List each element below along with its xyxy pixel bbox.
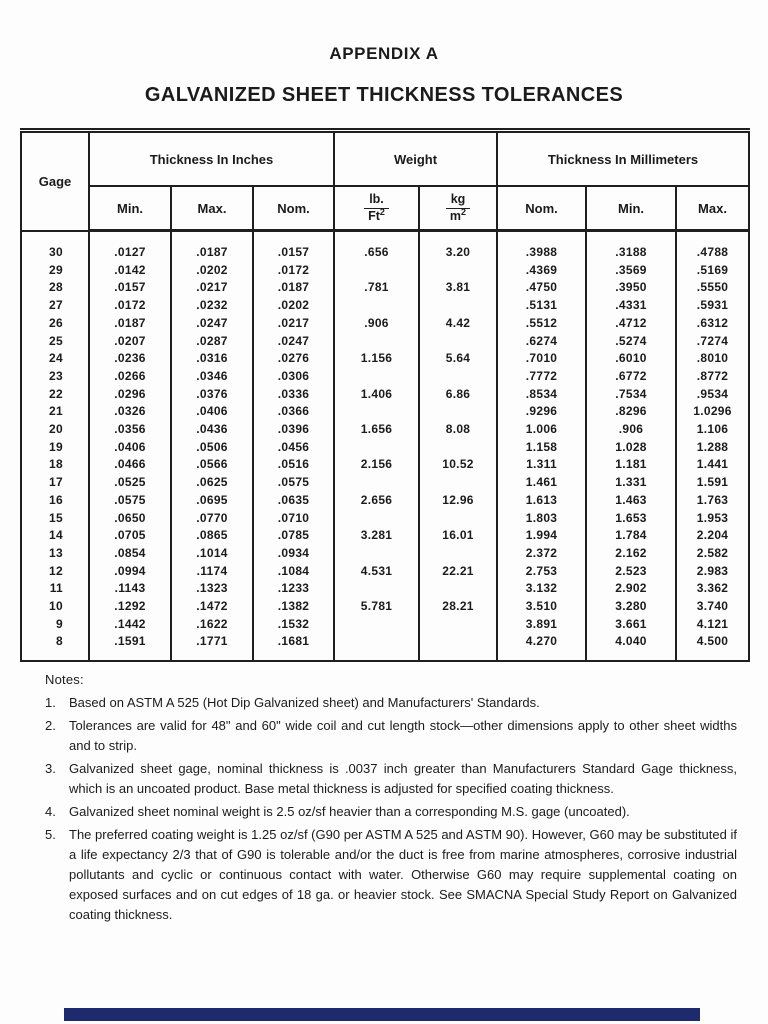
value-cell: [334, 262, 419, 280]
value-cell: .5169: [676, 262, 749, 280]
value-cell: .1591: [89, 633, 171, 661]
value-cell: 5.64: [419, 350, 497, 368]
value-cell: [419, 262, 497, 280]
group-header-weight: Weight: [334, 131, 497, 187]
value-cell: .0525: [89, 474, 171, 492]
kg-per-m2-unit: $\frac{kg}{m^2}$: [446, 193, 471, 222]
value-cell: 2.656: [334, 492, 419, 510]
table-row: [21, 386, 749, 404]
note-item: [45, 802, 737, 822]
value-cell: [419, 297, 497, 315]
value-cell: .0276: [253, 350, 334, 368]
value-cell: .4331: [586, 297, 676, 315]
gage-cell: 30: [21, 231, 89, 262]
gage-cell: 12: [21, 563, 89, 581]
value-cell: .0187: [89, 315, 171, 333]
scan-artifact-bar: [64, 1008, 700, 1021]
table-row: [21, 616, 749, 634]
value-cell: .5274: [586, 333, 676, 351]
value-cell: [334, 439, 419, 457]
value-cell: .0202: [171, 262, 253, 280]
gage-cell: 29: [21, 262, 89, 280]
value-cell: .0202: [253, 297, 334, 315]
value-cell: .7534: [586, 386, 676, 404]
value-cell: .0287: [171, 333, 253, 351]
table-row: [21, 563, 749, 581]
value-cell: 2.162: [586, 545, 676, 563]
value-cell: .0247: [171, 315, 253, 333]
value-cell: 1.311: [497, 456, 586, 474]
value-cell: 1.656: [334, 421, 419, 439]
value-cell: 1.181: [586, 456, 676, 474]
value-cell: 4.270: [497, 633, 586, 661]
table-row: [21, 421, 749, 439]
value-cell: .0436: [171, 421, 253, 439]
value-cell: 3.891: [497, 616, 586, 634]
note-number: 4.: [45, 804, 56, 819]
value-cell: .0466: [89, 456, 171, 474]
value-cell: .0316: [171, 350, 253, 368]
table-row: [21, 598, 749, 616]
value-cell: [419, 368, 497, 386]
value-cell: .0396: [253, 421, 334, 439]
value-cell: [334, 474, 419, 492]
value-cell: 3.280: [586, 598, 676, 616]
value-cell: .656: [334, 231, 419, 262]
subheader-in-min: Min.: [89, 186, 171, 231]
value-cell: 3.661: [586, 616, 676, 634]
value-cell: 4.42: [419, 315, 497, 333]
value-cell: .0406: [89, 439, 171, 457]
value-cell: .0575: [253, 474, 334, 492]
value-cell: .8296: [586, 403, 676, 421]
value-cell: .0695: [171, 492, 253, 510]
gage-cell: 16: [21, 492, 89, 510]
table-row: [21, 474, 749, 492]
table-row: [21, 279, 749, 297]
value-cell: 2.983: [676, 563, 749, 581]
value-cell: .1174: [171, 563, 253, 581]
gage-cell: 15: [21, 510, 89, 528]
value-cell: 1.463: [586, 492, 676, 510]
value-cell: [334, 510, 419, 528]
value-cell: [419, 616, 497, 634]
value-cell: .0217: [171, 279, 253, 297]
gage-column-header: Gage: [21, 131, 89, 231]
value-cell: [334, 333, 419, 351]
value-cell: 1.953: [676, 510, 749, 528]
value-cell: .0865: [171, 527, 253, 545]
note-text: Based on ASTM A 525 (Hot Dip Galvanized sheet) and Manufacturers' Standards.: [69, 695, 540, 710]
value-cell: 2.204: [676, 527, 749, 545]
value-cell: .0376: [171, 386, 253, 404]
value-cell: .0566: [171, 456, 253, 474]
table-row: [21, 580, 749, 598]
value-cell: .3988: [497, 231, 586, 262]
value-cell: .1084: [253, 563, 334, 581]
value-cell: 1.591: [676, 474, 749, 492]
table-row: [21, 297, 749, 315]
value-cell: 2.372: [497, 545, 586, 563]
value-cell: 1.106: [676, 421, 749, 439]
value-cell: .4788: [676, 231, 749, 262]
header-group-row: [21, 131, 749, 187]
value-cell: .0336: [253, 386, 334, 404]
value-cell: .0635: [253, 492, 334, 510]
gage-cell: 20: [21, 421, 89, 439]
value-cell: 1.784: [586, 527, 676, 545]
subheader-mm-max: Max.: [676, 186, 749, 231]
note-text: Galvanized sheet gage, nominal thickness is .0037 inch greater than Manufacturers Standard Gage thickness, which is an uncoated product. Base metal thickness is adjusted for specified coating thickness.: [69, 761, 737, 796]
subheader-in-nom: Nom.: [253, 186, 334, 231]
note-text: Galvanized sheet nominal weight is 2.5 oz/sf heavier than a corresponding M.S. gage (uncoated).: [69, 804, 630, 819]
value-cell: .5131: [497, 297, 586, 315]
gage-cell: 26: [21, 315, 89, 333]
value-cell: 1.441: [676, 456, 749, 474]
appendix-title: APPENDIX A: [329, 44, 439, 63]
gage-cell: 9: [21, 616, 89, 634]
value-cell: .5550: [676, 279, 749, 297]
table-row: [21, 368, 749, 386]
note-number: 5.: [45, 827, 56, 842]
value-cell: .3188: [586, 231, 676, 262]
value-cell: .0625: [171, 474, 253, 492]
value-cell: 4.500: [676, 633, 749, 661]
value-cell: 10.52: [419, 456, 497, 474]
value-cell: [334, 616, 419, 634]
value-cell: 16.01: [419, 527, 497, 545]
value-cell: .0994: [89, 563, 171, 581]
value-cell: .0187: [171, 231, 253, 262]
note-item: [45, 759, 737, 799]
value-cell: .0854: [89, 545, 171, 563]
value-cell: .3569: [586, 262, 676, 280]
value-cell: .0266: [89, 368, 171, 386]
value-cell: 3.81: [419, 279, 497, 297]
value-cell: 8.08: [419, 421, 497, 439]
value-cell: .0710: [253, 510, 334, 528]
note-item: [45, 825, 737, 925]
value-cell: .1681: [253, 633, 334, 661]
page-title: GALVANIZED SHEET THICKNESS TOLERANCES: [144, 84, 624, 106]
note-text: Tolerances are valid for 48" and 60" wide coil and cut length stock—other dimensions apply to other sheet widths and to strip.: [69, 718, 737, 753]
value-cell: .0187: [253, 279, 334, 297]
value-cell: 2.753: [497, 563, 586, 581]
header-sub-row: [21, 186, 749, 231]
note-item: [45, 716, 737, 756]
value-cell: .4369: [497, 262, 586, 280]
value-cell: .0770: [171, 510, 253, 528]
value-cell: 2.156: [334, 456, 419, 474]
value-cell: 1.331: [586, 474, 676, 492]
value-cell: 3.132: [497, 580, 586, 598]
value-cell: .7010: [497, 350, 586, 368]
value-cell: .781: [334, 279, 419, 297]
gage-cell: 23: [21, 368, 89, 386]
value-cell: .0650: [89, 510, 171, 528]
value-cell: 1.028: [586, 439, 676, 457]
table-row: [21, 456, 749, 474]
table-row: [21, 333, 749, 351]
group-header-thickness-inches: Thickness In Inches: [89, 131, 334, 187]
value-cell: .1323: [171, 580, 253, 598]
value-cell: .0366: [253, 403, 334, 421]
value-cell: [334, 633, 419, 661]
value-cell: .5512: [497, 315, 586, 333]
value-cell: .0456: [253, 439, 334, 457]
value-cell: .1532: [253, 616, 334, 634]
value-cell: .8010: [676, 350, 749, 368]
note-number: 3.: [45, 761, 56, 776]
value-cell: .0236: [89, 350, 171, 368]
value-cell: .0172: [253, 262, 334, 280]
value-cell: .1233: [253, 580, 334, 598]
tolerance-table: [20, 128, 750, 662]
table-row: [21, 510, 749, 528]
notes-label: Notes:: [45, 672, 84, 687]
value-cell: .1622: [171, 616, 253, 634]
value-cell: .8534: [497, 386, 586, 404]
gage-cell: 28: [21, 279, 89, 297]
value-cell: 1.653: [586, 510, 676, 528]
value-cell: 2.582: [676, 545, 749, 563]
value-cell: .0296: [89, 386, 171, 404]
notes-section: [45, 672, 737, 928]
value-cell: [419, 474, 497, 492]
value-cell: 1.803: [497, 510, 586, 528]
gage-cell: 8: [21, 633, 89, 661]
value-cell: 1.406: [334, 386, 419, 404]
table-row: [21, 545, 749, 563]
value-cell: .0326: [89, 403, 171, 421]
value-cell: .0157: [89, 279, 171, 297]
gage-cell: 21: [21, 403, 89, 421]
value-cell: [419, 510, 497, 528]
gage-cell: 10: [21, 598, 89, 616]
value-cell: .0506: [171, 439, 253, 457]
note-number: 1.: [45, 695, 56, 710]
value-cell: 22.21: [419, 563, 497, 581]
value-cell: .6274: [497, 333, 586, 351]
value-cell: [419, 580, 497, 598]
note-number: 2.: [45, 718, 56, 733]
value-cell: .0346: [171, 368, 253, 386]
table-row: [21, 315, 749, 333]
value-cell: .0575: [89, 492, 171, 510]
value-cell: .0406: [171, 403, 253, 421]
subheader-mm-nom: Nom.: [497, 186, 586, 231]
value-cell: [419, 403, 497, 421]
value-cell: 3.281: [334, 527, 419, 545]
value-cell: .1771: [171, 633, 253, 661]
value-cell: .9296: [497, 403, 586, 421]
value-cell: .3950: [586, 279, 676, 297]
gage-cell: 27: [21, 297, 89, 315]
value-cell: [419, 633, 497, 661]
value-cell: .1442: [89, 616, 171, 634]
note-item: [45, 693, 737, 713]
value-cell: [334, 545, 419, 563]
gage-cell: 19: [21, 439, 89, 457]
gage-cell: 13: [21, 545, 89, 563]
group-header-thickness-mm: Thickness In Millimeters: [497, 131, 749, 187]
value-cell: .6010: [586, 350, 676, 368]
value-cell: [419, 333, 497, 351]
table-row: [21, 262, 749, 280]
value-cell: 2.902: [586, 580, 676, 598]
value-cell: [334, 297, 419, 315]
value-cell: [334, 403, 419, 421]
value-cell: 1.994: [497, 527, 586, 545]
gage-cell: 11: [21, 580, 89, 598]
value-cell: 1.461: [497, 474, 586, 492]
value-cell: [419, 439, 497, 457]
table-row: [21, 633, 749, 661]
value-cell: .1382: [253, 598, 334, 616]
value-cell: .7772: [497, 368, 586, 386]
value-cell: .0232: [171, 297, 253, 315]
value-cell: .0127: [89, 231, 171, 262]
table-row: [21, 403, 749, 421]
value-cell: 1.613: [497, 492, 586, 510]
value-cell: .4712: [586, 315, 676, 333]
subheader-mm-min: Min.: [586, 186, 676, 231]
value-cell: .0247: [253, 333, 334, 351]
subheader-in-max: Max.: [171, 186, 253, 231]
table-body: [21, 231, 749, 662]
value-cell: .1292: [89, 598, 171, 616]
value-cell: 5.781: [334, 598, 419, 616]
lb-per-ft2-unit: $\frac{lb.}{Ft^2}$: [364, 193, 389, 222]
value-cell: 3.20: [419, 231, 497, 262]
value-cell: .0157: [253, 231, 334, 262]
value-cell: [334, 580, 419, 598]
value-cell: .9534: [676, 386, 749, 404]
value-cell: .1143: [89, 580, 171, 598]
value-cell: .0306: [253, 368, 334, 386]
value-cell: .0172: [89, 297, 171, 315]
value-cell: 4.531: [334, 563, 419, 581]
value-cell: 1.158: [497, 439, 586, 457]
value-cell: 1.0296: [676, 403, 749, 421]
value-cell: .6312: [676, 315, 749, 333]
gage-cell: 24: [21, 350, 89, 368]
value-cell: 6.86: [419, 386, 497, 404]
value-cell: 28.21: [419, 598, 497, 616]
value-cell: 4.121: [676, 616, 749, 634]
value-cell: 1.156: [334, 350, 419, 368]
value-cell: .0217: [253, 315, 334, 333]
value-cell: .0356: [89, 421, 171, 439]
value-cell: .0207: [89, 333, 171, 351]
value-cell: .1014: [171, 545, 253, 563]
subheader-kg-m2: [419, 186, 497, 231]
subheader-lb-ft2: [334, 186, 419, 231]
value-cell: 3.362: [676, 580, 749, 598]
gage-cell: 22: [21, 386, 89, 404]
table-row: [21, 350, 749, 368]
value-cell: .906: [334, 315, 419, 333]
value-cell: 2.523: [586, 563, 676, 581]
value-cell: .0705: [89, 527, 171, 545]
gage-cell: 17: [21, 474, 89, 492]
value-cell: 4.040: [586, 633, 676, 661]
value-cell: .0516: [253, 456, 334, 474]
value-cell: .0785: [253, 527, 334, 545]
value-cell: [334, 368, 419, 386]
value-cell: .7274: [676, 333, 749, 351]
value-cell: 12.96: [419, 492, 497, 510]
value-cell: 3.740: [676, 598, 749, 616]
table-row: [21, 439, 749, 457]
value-cell: .906: [586, 421, 676, 439]
value-cell: 1.288: [676, 439, 749, 457]
value-cell: 1.006: [497, 421, 586, 439]
table-header: [21, 131, 749, 231]
notes-list: [45, 693, 737, 925]
value-cell: .5931: [676, 297, 749, 315]
table-row: [21, 527, 749, 545]
value-cell: .0142: [89, 262, 171, 280]
value-cell: [419, 545, 497, 563]
tolerance-table-container: [20, 128, 748, 662]
note-text: The preferred coating weight is 1.25 oz/sf (G90 per ASTM A 525 and ASTM 90). However, G60 may be substituted if a life expectancy 2/3 that of G90 is tolerable and/or the duct is free from marine atmospheres, corrosive industrial pollutants and cyclic or continuous contact with water. Otherwise G60 may require supplemental coating on exposed surfaces and on cut edges of 18 ga. or heavier stock. See SMACNA Special Study Report on Galvanized coating thickness.: [69, 827, 737, 922]
gage-cell: 14: [21, 527, 89, 545]
value-cell: 3.510: [497, 598, 586, 616]
value-cell: .6772: [586, 368, 676, 386]
gage-cell: 18: [21, 456, 89, 474]
gage-cell: 25: [21, 333, 89, 351]
value-cell: .1472: [171, 598, 253, 616]
table-row: [21, 492, 749, 510]
value-cell: .8772: [676, 368, 749, 386]
value-cell: .4750: [497, 279, 586, 297]
table-row: [21, 231, 749, 262]
value-cell: 1.763: [676, 492, 749, 510]
value-cell: .0934: [253, 545, 334, 563]
